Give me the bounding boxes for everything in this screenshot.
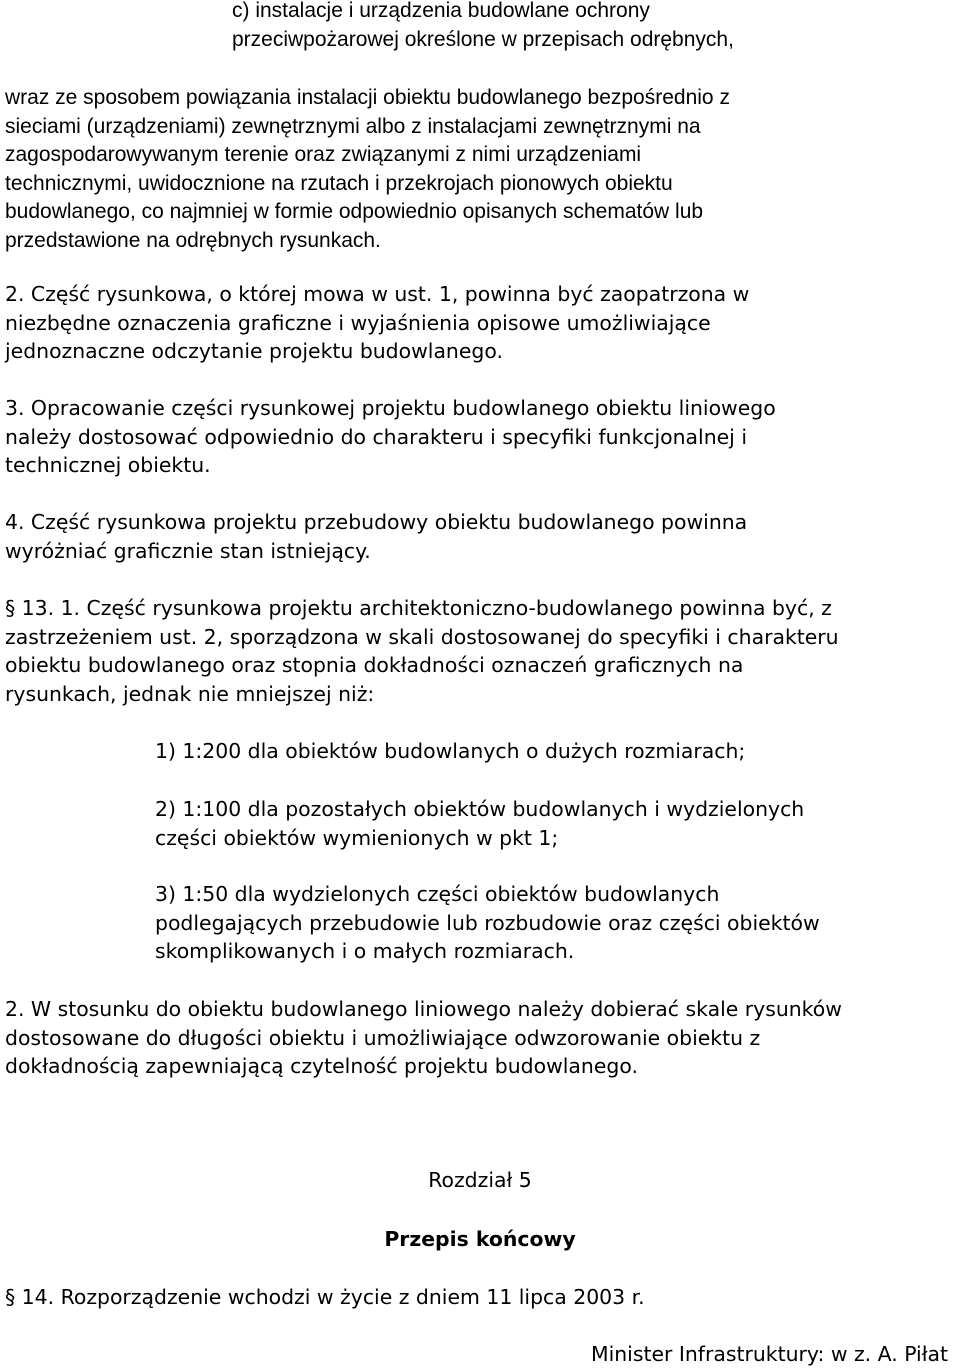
scale-item-2: 2) 1:100 dla pozostałych obiektów budowlanych i wydzielonych części obiektów wymienionych w pkt 1; (155, 797, 805, 850)
signature: Minister Infrastruktury: w z. A. Piłat (590, 1342, 948, 1366)
chapter-label: Rozdział 5 (428, 1168, 532, 1192)
point-4: 4. Część rysunkowa projektu przebudowy obiektu budowlanego powinna wyróżniać graficznie stan istniejący. (5, 510, 748, 563)
chapter-title: Przepis końcowy (384, 1227, 576, 1251)
scale-item-3: 3) 1:50 dla wydzielonych części obiektów budowlanych podlegających przebudowie lub rozbudowie oraz części obiektów skomplikowanych i o małych rozmiarach. (155, 882, 820, 964)
intro-paragraph: wraz ze sposobem powiązania instalacji obiektu budowlanego bezpośrednio z sieciami (urządzeniami) zewnętrznymi albo z instalacjami zewnętrznymi na zagospodarowywanym terenie oraz związanymi z nimi urządzeniami technicznymi, uwidocznione na rzutach i przekrojach pionowych obiektu budowlanego, co najmniej w formie odpowiednio opisanych schematów lub przedstawione na odrębnych rysunkach. (5, 86, 730, 252)
scale-item-1: 1) 1:200 dla obiektów budowlanych o dużych rozmiarach; (155, 739, 746, 763)
section-14: § 14. Rozporządzenie wchodzi w życie z dniem 11 lipca 2003 r. (5, 1285, 645, 1309)
section-13: § 13. 1. Część rysunkowa projektu architektoniczno-budowlanego powinna być, z zastrzeżeniem ust. 2, sporządzona w skali dostosowanej do specyfiki i charakteru obiektu budowlanego oraz stopnia dokładności oznaczeń graficznych na rysunkach, jednak nie mniejszej niż: (5, 596, 839, 706)
point-3: 3. Opracowanie części rysunkowej projektu budowlanego obiektu liniowego należy dostosować odpowiednio do charakteru i specyfiki funkcjonalnej i technicznej obiektu. (5, 396, 776, 478)
point-2: 2. Część rysunkowa, o której mowa w ust. 1, powinna być zaopatrzona w niezbędne oznaczenia graficzne i wyjaśnienia opisowe umożliwiające jednoznaczne odczytanie projektu budowlanego. (5, 282, 750, 364)
intro-item-c: c) instalacje i urządzenia budowlane ochrony przeciwpożarowej określone w przepisach odrębnych, (232, 0, 734, 51)
point-13-2: 2. W stosunku do obiektu budowlanego liniowego należy dobierać skale rysunków dostosowane do długości obiektu i umożliwiające odwzorowanie obiektu z dokładnością zapewniającą czytelność projektu budowlanego. (5, 997, 842, 1079)
